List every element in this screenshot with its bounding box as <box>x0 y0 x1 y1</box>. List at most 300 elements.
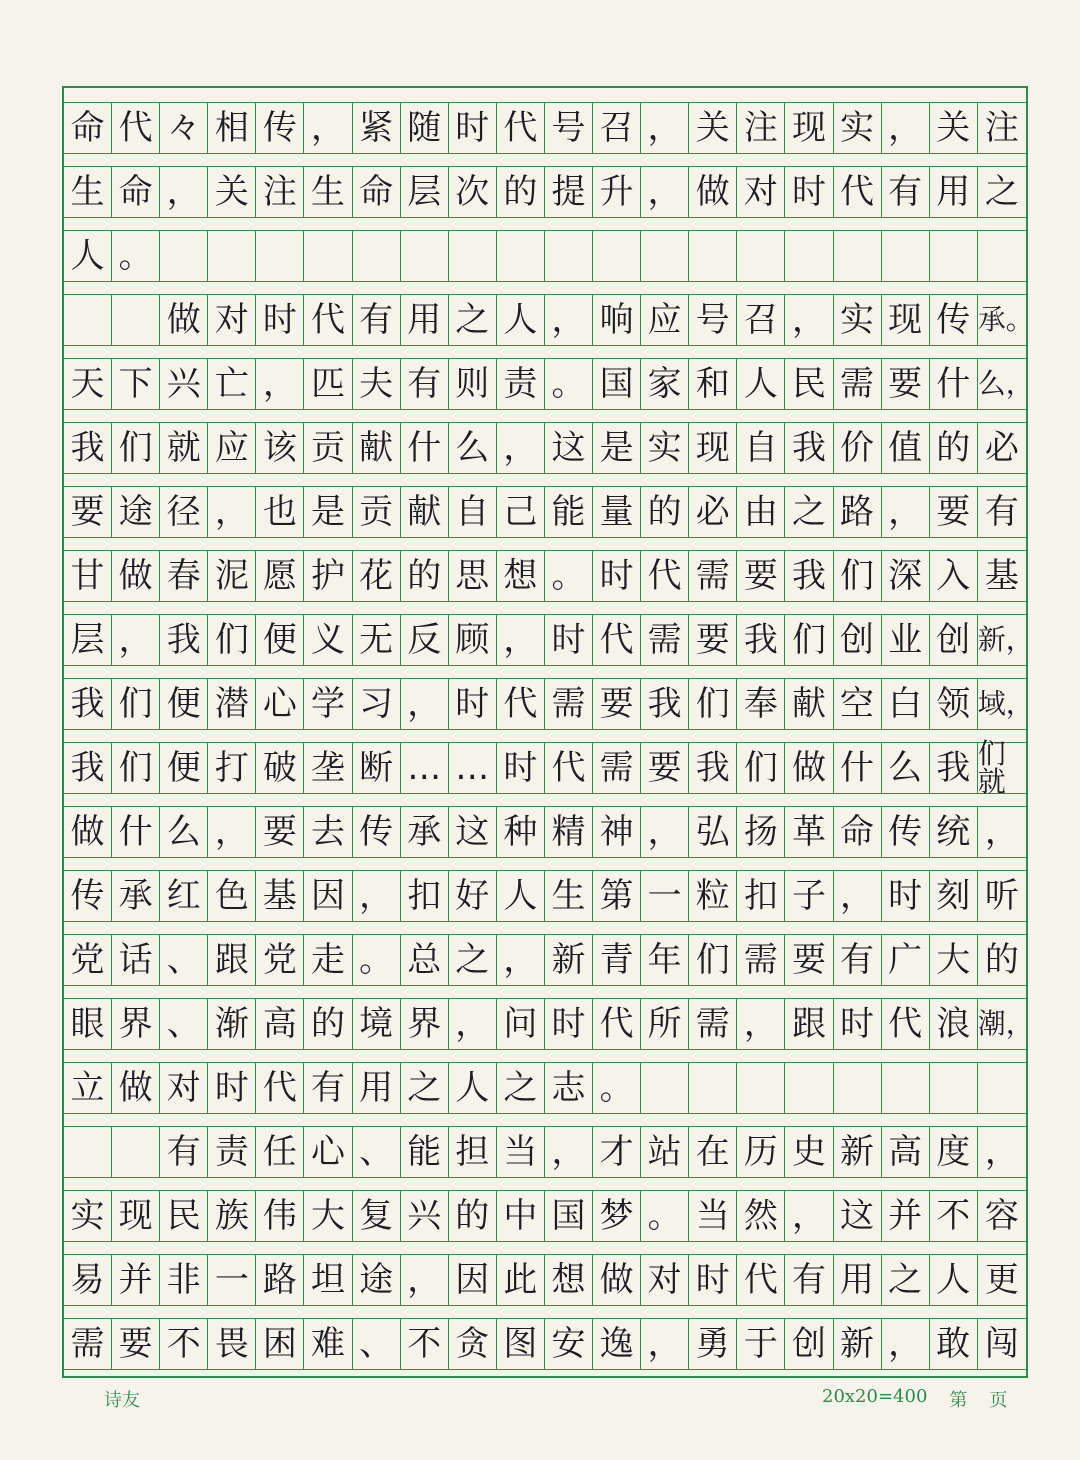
grid-cell: 实 <box>834 295 882 345</box>
grid-cell: 要 <box>256 807 304 857</box>
grid-cell: 人 <box>449 1063 497 1113</box>
grid-cell: 眼 <box>64 999 112 1049</box>
grid-cell: 我 <box>689 743 737 793</box>
grid-cell: 有 <box>353 295 401 345</box>
grid-cell: 献 <box>353 423 401 473</box>
grid-cell: 做 <box>689 167 737 217</box>
grid-cell: 境 <box>353 999 401 1049</box>
grid-cell <box>641 231 689 281</box>
grid-cell: ， <box>160 167 208 217</box>
grid-cell: 们 <box>689 935 737 985</box>
grid-cell <box>978 231 1026 281</box>
grid-row <box>64 1254 1026 1306</box>
grid-cell <box>160 231 208 281</box>
grid-cell: 的 <box>930 423 978 473</box>
grid-cell: ， <box>882 1319 930 1369</box>
grid-cell: 难 <box>304 1319 352 1369</box>
grid-cell: 需 <box>545 679 593 729</box>
grid-cell: 的 <box>401 551 449 601</box>
grid-cell: 贪 <box>449 1319 497 1369</box>
grid-cell: 立 <box>64 1063 112 1113</box>
grid-cell: 浪 <box>930 999 978 1049</box>
grid-cell: 神 <box>593 807 641 857</box>
grid-cell: ， <box>497 615 545 665</box>
grid-cell: 需 <box>689 999 737 1049</box>
grid-cell: 我 <box>785 551 833 601</box>
grid-cell: 大 <box>304 1191 352 1241</box>
grid-cell: 代 <box>256 1063 304 1113</box>
grid-cell <box>834 231 882 281</box>
grid-cell: 么 <box>882 743 930 793</box>
grid-cell: 白 <box>882 679 930 729</box>
grid-cell: 便 <box>160 743 208 793</box>
grid-cell: 注 <box>256 167 304 217</box>
grid-cell: ， <box>641 1319 689 1369</box>
grid-cell: 界 <box>401 999 449 1049</box>
footer-page-suffix: 页 <box>989 1390 1008 1411</box>
grid-cell: 层 <box>401 167 449 217</box>
grid-cell: 中 <box>497 1191 545 1241</box>
grid-cell: 实 <box>834 103 882 153</box>
footer-page-prefix: 第 <box>949 1390 968 1411</box>
grid-cell: 代 <box>304 295 352 345</box>
grid-cell: 什 <box>112 807 160 857</box>
grid-cell: 革 <box>785 807 833 857</box>
grid-cell: 现 <box>785 103 833 153</box>
grid-cell <box>208 231 256 281</box>
grid-cell: ， <box>112 615 160 665</box>
grid-cell: 承。 <box>977 303 1034 336</box>
grid-cell: 必 <box>689 487 737 537</box>
grid-cell: 々 <box>160 103 208 153</box>
grid-cell: 值 <box>882 423 930 473</box>
grid-cell: 时 <box>449 679 497 729</box>
grid-cell: 们 <box>737 743 785 793</box>
grid-cell: 贡 <box>304 423 352 473</box>
grid-cell: 时 <box>545 999 593 1049</box>
grid-cell: 才 <box>593 1127 641 1177</box>
grid-cell: 现 <box>882 295 930 345</box>
grid-cell: 问 <box>497 999 545 1049</box>
grid-cell: 之 <box>449 935 497 985</box>
grid-cell: 我 <box>64 679 112 729</box>
grid-cell: 度 <box>930 1127 978 1177</box>
grid-cell: 要 <box>64 487 112 537</box>
grid-cell: 我 <box>930 743 978 793</box>
grid-cell: 当 <box>497 1127 545 1177</box>
grid-cell: 号 <box>689 295 737 345</box>
grid-cell <box>689 231 737 281</box>
grid-cell: 代 <box>497 679 545 729</box>
grid-cell: 时 <box>785 167 833 217</box>
grid-cell: 。 <box>353 935 401 985</box>
grid-cell: 时 <box>497 743 545 793</box>
grid-cell: 们就 <box>977 737 1006 798</box>
grid-cell: 容 <box>984 1196 1019 1236</box>
grid-cell: 困 <box>256 1319 304 1369</box>
grid-cell: 深 <box>882 551 930 601</box>
grid-cell: 有 <box>304 1063 352 1113</box>
grid-cell: 奉 <box>737 679 785 729</box>
grid-cell <box>593 231 641 281</box>
grid-cell: 人 <box>930 1255 978 1305</box>
grid-cell: 传 <box>930 295 978 345</box>
grid-cell: 就 <box>160 423 208 473</box>
grid-cell: 天 <box>64 359 112 409</box>
grid-row <box>64 230 1026 282</box>
grid-cell: 护 <box>304 551 352 601</box>
grid-cell: 自 <box>737 423 785 473</box>
grid-cell: 对 <box>160 1063 208 1113</box>
grid-cell: 有 <box>882 167 930 217</box>
grid-cell: 并 <box>112 1255 160 1305</box>
grid-cell: ， <box>256 359 304 409</box>
grid-cell: 这 <box>449 807 497 857</box>
grid-cell: 做 <box>160 295 208 345</box>
grid-cell: 对 <box>641 1255 689 1305</box>
grid-cell: 。 <box>545 359 593 409</box>
grid-cell: 第 <box>593 871 641 921</box>
grid-cell: 们 <box>785 615 833 665</box>
footer-page-info <box>822 1386 1007 1412</box>
grid-cell: 跟 <box>785 999 833 1049</box>
grid-cell: 代 <box>834 167 882 217</box>
grid-cell: ， <box>737 999 785 1049</box>
grid-row <box>64 422 1026 474</box>
grid-cell: 生 <box>304 167 352 217</box>
grid-cell: 领 <box>930 679 978 729</box>
grid-cell: 坦 <box>304 1255 352 1305</box>
grid-cell: ， <box>353 871 401 921</box>
grid-cell: ， <box>785 295 833 345</box>
grid-cell: 当 <box>689 1191 737 1241</box>
grid-cell: 思 <box>449 551 497 601</box>
grid-cell: 代 <box>112 103 160 153</box>
grid-cell: 界 <box>112 999 160 1049</box>
grid-cell: 无 <box>353 615 401 665</box>
grid-row <box>64 1190 1026 1242</box>
grid-cell: 渐 <box>208 999 256 1049</box>
grid-cell: ， <box>401 1255 449 1305</box>
grid-row <box>64 1318 1026 1370</box>
grid-cell: 紧 <box>353 103 401 153</box>
grid-cell: 们 <box>112 679 160 729</box>
grid-cell: 们 <box>208 615 256 665</box>
grid-cell: ， <box>882 103 930 153</box>
grid-cell: 一 <box>208 1255 256 1305</box>
grid-cell: 听 <box>984 876 1019 916</box>
grid-cell: 么， <box>977 367 1034 400</box>
grid-cell: 需 <box>737 935 785 985</box>
grid-cell: ， <box>882 487 930 537</box>
grid-cell: 史 <box>785 1127 833 1177</box>
grid-cell: 用 <box>401 295 449 345</box>
grid-cell <box>882 231 930 281</box>
grid-cell: 匹 <box>304 359 352 409</box>
grid-cell: 的 <box>641 487 689 537</box>
grid-row <box>64 486 1026 538</box>
grid-cell: 代 <box>593 615 641 665</box>
grid-cell: 年 <box>641 935 689 985</box>
grid-cell: ， <box>641 167 689 217</box>
grid-cell: 梦 <box>593 1191 641 1241</box>
grid-cell: 需 <box>64 1319 112 1369</box>
grid-cell: 对 <box>737 167 785 217</box>
grid-cell: 有 <box>834 935 882 985</box>
grid-cell: 响 <box>593 295 641 345</box>
grid-cell: 能 <box>401 1127 449 1177</box>
grid-cell: 关 <box>930 103 978 153</box>
grid-cell: 弘 <box>689 807 737 857</box>
grid-cell: 承 <box>112 871 160 921</box>
grid-cell <box>401 231 449 281</box>
grid-row <box>64 737 1026 798</box>
grid-cell: 破 <box>256 743 304 793</box>
grid-cell: 勇 <box>689 1319 737 1369</box>
grid-cell: 潮， <box>977 1007 1034 1040</box>
grid-cell: ， <box>641 807 689 857</box>
grid-cell: ， <box>785 1191 833 1241</box>
grid-cell: 贡 <box>353 487 401 537</box>
grid-cell: ， <box>208 807 256 857</box>
grid-cell <box>256 231 304 281</box>
grid-cell: 非 <box>160 1255 208 1305</box>
grid-cell: 召 <box>737 295 785 345</box>
grid-cell: 命 <box>112 167 160 217</box>
grid-cell: … <box>401 743 449 793</box>
grid-cell: 不 <box>160 1319 208 1369</box>
grid-cell: ， <box>984 812 1019 852</box>
grid-cell: 创 <box>785 1319 833 1369</box>
grid-cell: 路 <box>834 487 882 537</box>
grid-cell: 夫 <box>353 359 401 409</box>
grid-row <box>64 358 1034 410</box>
grid-cell: 族 <box>208 1191 256 1241</box>
grid-cell: 是 <box>304 487 352 537</box>
grid-cell: 我 <box>641 679 689 729</box>
grid-cell <box>978 1063 1026 1113</box>
grid-cell: 然 <box>737 1191 785 1241</box>
grid-cell: 需 <box>593 743 641 793</box>
grid-cell: 要 <box>737 551 785 601</box>
grid-cell: 更 <box>984 1260 1019 1300</box>
grid-cell: 复 <box>353 1191 401 1241</box>
grid-cell: 并 <box>882 1191 930 1241</box>
grid-cell: 广 <box>882 935 930 985</box>
grid-cell: 关 <box>208 167 256 217</box>
grid-cell: 断 <box>353 743 401 793</box>
grid-cell: 义 <box>304 615 352 665</box>
grid-cell <box>64 1127 112 1177</box>
grid-cell <box>737 1063 785 1113</box>
grid-cell: 要 <box>930 487 978 537</box>
grid-cell: 提 <box>545 167 593 217</box>
grid-cell: 命 <box>353 167 401 217</box>
grid-cell: 需 <box>689 551 737 601</box>
grid-cell: 扣 <box>401 871 449 921</box>
grid-cell: 这 <box>834 1191 882 1241</box>
grid-cell: 历 <box>737 1127 785 1177</box>
grid-cell: 之 <box>449 295 497 345</box>
grid-cell: 号 <box>545 103 593 153</box>
grid-cell: 时 <box>834 999 882 1049</box>
grid-cell: 扣 <box>737 871 785 921</box>
grid-cell: 代 <box>641 551 689 601</box>
grid-cell: 习 <box>353 679 401 729</box>
grid-cell: 用 <box>834 1255 882 1305</box>
grid-cell: 想 <box>545 1255 593 1305</box>
grid-cell: 时 <box>449 103 497 153</box>
grid-cell: 反 <box>401 615 449 665</box>
grid-cell: 要 <box>785 935 833 985</box>
grid-cell: 下 <box>112 359 160 409</box>
grid-cell: 志 <box>545 1063 593 1113</box>
grid-cell <box>641 1063 689 1113</box>
grid-cell: 量 <box>593 487 641 537</box>
grid-row <box>64 934 1026 986</box>
grid-cell: 的 <box>984 940 1019 980</box>
grid-cell: 红 <box>160 871 208 921</box>
grid-cell: 基 <box>256 871 304 921</box>
grid-cell: 畏 <box>208 1319 256 1369</box>
grid-row <box>64 550 1026 602</box>
grid-cell: 国 <box>545 1191 593 1241</box>
grid-cell: 便 <box>256 615 304 665</box>
grid-cell: 路 <box>256 1255 304 1305</box>
grid-cell: 召 <box>593 103 641 153</box>
grid-cell: 人 <box>497 871 545 921</box>
grid-cell: 献 <box>785 679 833 729</box>
grid-cell: 不 <box>930 1191 978 1241</box>
grid-cell: 我 <box>785 423 833 473</box>
grid-cell: 们 <box>689 679 737 729</box>
grid-cell: 伟 <box>256 1191 304 1241</box>
grid-cell: 总 <box>401 935 449 985</box>
grid-cell: 们 <box>112 743 160 793</box>
grid-cell: 之 <box>882 1255 930 1305</box>
grid-cell: 之 <box>984 172 1019 212</box>
grid-cell: 学 <box>304 679 352 729</box>
grid-cell: 高 <box>882 1127 930 1177</box>
grid-cell: 好 <box>449 871 497 921</box>
grid-cell: 做 <box>112 551 160 601</box>
grid-cell: 的 <box>304 999 352 1049</box>
grid-cell: 传 <box>64 871 112 921</box>
grid-cell: 潜 <box>208 679 256 729</box>
grid-row <box>64 678 1034 730</box>
grid-cell: 有 <box>401 359 449 409</box>
grid-cell: 该 <box>256 423 304 473</box>
grid-cell: 入 <box>930 551 978 601</box>
grid-cell: 要 <box>112 1319 160 1369</box>
grid-cell: 生 <box>545 871 593 921</box>
grid-cell: 、 <box>160 935 208 985</box>
grid-cell: … <box>449 743 497 793</box>
grid-cell: 高 <box>256 999 304 1049</box>
manuscript-grid-paper <box>62 86 1034 1378</box>
grid-cell: 任 <box>256 1127 304 1177</box>
grid-cell: 党 <box>256 935 304 985</box>
grid-cell: 自 <box>449 487 497 537</box>
grid-cell: 现 <box>689 423 737 473</box>
grid-cell: 图 <box>497 1319 545 1369</box>
grid-cell: 要 <box>641 743 689 793</box>
grid-cell: 于 <box>737 1319 785 1369</box>
grid-cell: 什 <box>930 359 978 409</box>
grid-cell: 此 <box>497 1255 545 1305</box>
grid-cell: ， <box>497 935 545 985</box>
grid-cell: 献 <box>401 487 449 537</box>
grid-cell: 、 <box>160 999 208 1049</box>
grid-cell <box>304 231 352 281</box>
grid-cell: 承 <box>401 807 449 857</box>
grid-cell: ， <box>641 103 689 153</box>
grid-cell: 做 <box>64 807 112 857</box>
grid-cell: 话 <box>112 935 160 985</box>
grid-cell: 注 <box>737 103 785 153</box>
grid-cell: ， <box>545 1127 593 1177</box>
grid-cell: 随 <box>401 103 449 153</box>
grid-cell: 关 <box>689 103 737 153</box>
grid-cell: 径 <box>160 487 208 537</box>
grid-cell: 新 <box>834 1127 882 1177</box>
grid-cell: 打 <box>208 743 256 793</box>
grid-cell: 传 <box>256 103 304 153</box>
grid-cell: 要 <box>882 359 930 409</box>
grid-cell: 因 <box>449 1255 497 1305</box>
grid-cell: 顾 <box>449 615 497 665</box>
grid-cell: 时 <box>689 1255 737 1305</box>
grid-cell: 们 <box>834 551 882 601</box>
grid-cell: 。 <box>641 1191 689 1241</box>
grid-cell <box>882 1063 930 1113</box>
grid-cell: 、 <box>353 1319 401 1369</box>
grid-cell: 有 <box>984 492 1019 532</box>
grid-cell: 的 <box>449 1191 497 1241</box>
grid-cell: 命 <box>64 103 112 153</box>
grid-cell: 需 <box>641 615 689 665</box>
grid-cell: 新， <box>977 623 1034 656</box>
grid-cell <box>930 231 978 281</box>
grid-cell: 我 <box>64 423 112 473</box>
grid-cell: 之 <box>401 1063 449 1113</box>
grid-cell: 升 <box>593 167 641 217</box>
grid-cell: 传 <box>882 807 930 857</box>
grid-cell: 途 <box>112 487 160 537</box>
grid-cell: 层 <box>64 615 112 665</box>
grid-cell: 之 <box>785 487 833 537</box>
grid-cell: 有 <box>160 1127 208 1177</box>
grid-cell: 时 <box>208 1063 256 1113</box>
grid-cell: 粒 <box>689 871 737 921</box>
grid-cell: 能 <box>545 487 593 537</box>
grid-cell: 对 <box>208 295 256 345</box>
grid-cell <box>112 295 160 345</box>
grid-cell: 走 <box>304 935 352 985</box>
footer-brand: 诗友 <box>104 1390 140 1411</box>
grid-cell: ， <box>401 679 449 729</box>
grid-cell: 途 <box>353 1255 401 1305</box>
grid-cell: 这 <box>545 423 593 473</box>
grid-cell: 做 <box>785 743 833 793</box>
grid-cell: 闯 <box>984 1324 1019 1364</box>
grid-cell: 代 <box>882 999 930 1049</box>
grid-cell: 因 <box>304 871 352 921</box>
grid-cell: 和 <box>689 359 737 409</box>
grid-cell: 所 <box>641 999 689 1049</box>
grid-cell: 什 <box>401 423 449 473</box>
grid-cell: 传 <box>353 807 401 857</box>
